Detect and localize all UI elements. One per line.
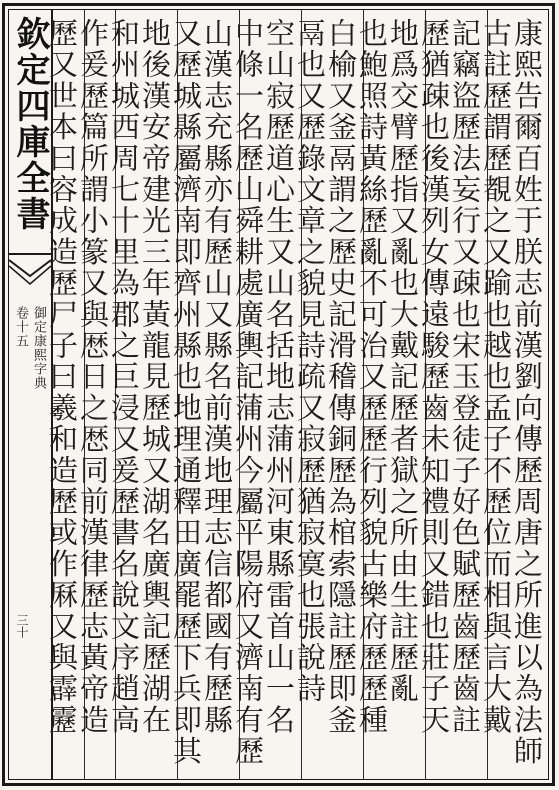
text-column: 歷又世本曰容成造歷尸子曰羲和造歷或作厤又與霹靂 xyxy=(45,18,79,736)
text-column: 鬲也又歷錄文章之貌見詩疏又寂歷猶寂寞也張說詩 xyxy=(293,18,327,705)
text-column: 也鮑照詩黃絲歷亂不可治又歷歷行列貌古樂府歷歷種 xyxy=(355,18,389,736)
text-column: 白榆又釜鬲謂之歷史記滑稽傳銅歷為棺索隱註歷即釜 xyxy=(324,18,358,736)
volume-number: 卷十五 xyxy=(13,306,28,348)
book-title: 欽定四庫全書 xyxy=(10,16,50,232)
page-frame xyxy=(2,3,555,786)
page-frame-inner xyxy=(8,9,549,780)
text-column: 和州城西周七十里為郡之巨浸又爰歷書名說文序趙高 xyxy=(107,18,141,736)
dictionary-name: 御定康熙字典 xyxy=(31,306,46,390)
text-column: 山漢志充縣亦有歷山又縣名前漢地理志信都國有歷縣 xyxy=(200,18,234,736)
text-column: 空山寂歷道心生又山名括地志蒲州河東縣雷首山一名 xyxy=(262,18,296,736)
text-column: 記竊盜歷法妄行又疎也宋玉登徒子好色賦歷齒歷齒註 xyxy=(448,18,482,736)
text-column: 作爰歷篇所謂小篆又與厯日之厯同前漢律歷志黃帝造 xyxy=(76,18,110,736)
text-column: 歷猶疎也後漢列女傳遠駿歷齒未知禮則又錯也莊子天 xyxy=(417,18,451,736)
page-number: 三十 xyxy=(15,614,29,638)
text-body xyxy=(45,10,548,779)
text-column: 中條一名歷山舜耕處廣輿記蒲州今屬平陽府又濟南有歷 xyxy=(231,18,265,767)
text-column: 又歷城縣屬濟南即齊州縣也地理通釋田廣罷歷下兵即其 xyxy=(169,18,203,767)
text-column: 康熙告爾百姓于朕志前漢劉向傳歷周唐之所進以為法師 xyxy=(510,18,544,767)
text-column: 地爲交臂歷指又亂也大戴記歷者獄之所由生註歷亂 xyxy=(386,18,420,705)
text-column: 地後漢安帝建光三年黃龍見歷城又湖名廣輿記歷湖在 xyxy=(138,18,172,736)
text-column: 古註歷謂歷覩之又踰也越也孟子不歷位而相與言大戴 xyxy=(479,18,513,736)
